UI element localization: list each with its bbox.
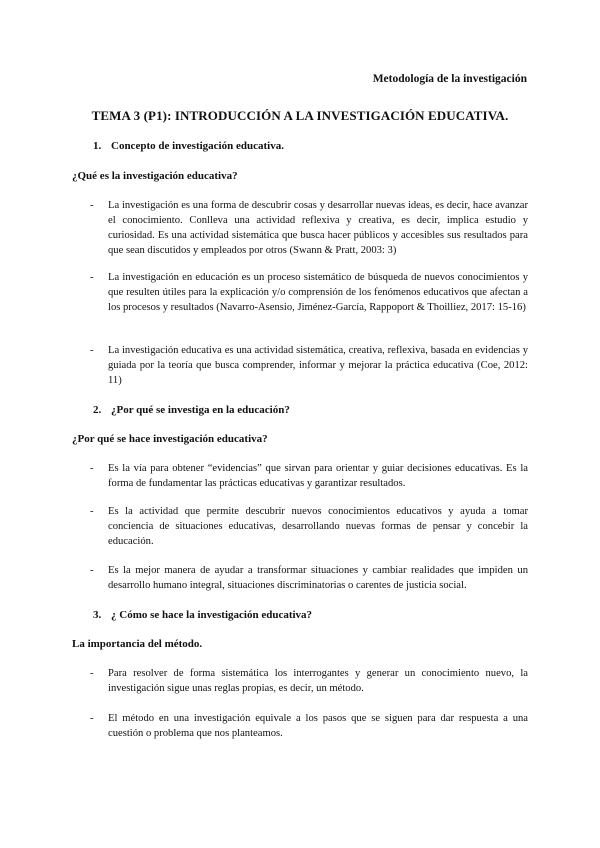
list-item-text: Es la mejor manera de ayudar a transformar situaciones y cambiar realidades que impiden un desarrollo humano integral, situaciones discriminatorias o carentes de justicia social.	[108, 565, 528, 591]
section-number: 1.	[93, 140, 102, 152]
list-item	[90, 504, 528, 549]
bullet-dash: -	[90, 272, 94, 283]
list-item	[90, 461, 528, 491]
bullet-dash: -	[90, 713, 94, 724]
list-item-text: La investigación educativa es una actividad sistemática, creativa, reflexiva, basada en evidencias y guiada por la teoría que busca comprender, informar y mejorar la práctica educativa (Coe, 2012: 11)	[108, 345, 528, 386]
list-item-text: La investigación es una forma de descubrir cosas y desarrollar nuevas ideas, es decir, hace avanzar el conocimiento. Conlleva una actividad reflexiva y creativa, es decir, implica estudio y curiosidad. Es una actividad sistemática que busca hacer públicos y accesibles sus resultados para que sean discutidos y empleados por otros (Swann & Pratt, 2003: 3)	[108, 200, 528, 256]
list-item-text: La investigación en educación es un proceso sistemático de búsqueda de nuevos conocimientos y que resulten útiles para la explicación y/o comprensión de los fenómenos educativos que afectan a los procesos y resultados (Navarro-Asensio, Jiménez-García, Rappoport & Thoilliez, 2017: 15-16)	[108, 272, 528, 313]
bullet-dash: -	[90, 668, 94, 679]
section-number: 2.	[93, 404, 102, 416]
section-heading-2	[93, 403, 290, 418]
bullet-dash: -	[90, 506, 94, 517]
list-item	[90, 711, 528, 741]
section-title: ¿Por qué se investiga en la educación?	[111, 404, 290, 416]
list-item	[90, 666, 528, 696]
section-number: 3.	[93, 609, 102, 621]
document-title: TEMA 3 (P1): INTRODUCCIÓN A LA INVESTIGACIÓN EDUCATIVA.	[91, 108, 509, 123]
list-item	[90, 343, 528, 388]
section-title: ¿ Cómo se hace la investigación educativa?	[111, 609, 313, 621]
subheading-3: La importancia del método.	[72, 638, 203, 650]
list-item-text: Es la actividad que permite descubrir nuevos conocimientos educativos y ayuda a tomar conciencia de situaciones educativas, desarrollando nuevas formas de pensar y concebir la educación.	[108, 506, 528, 547]
list-item	[90, 198, 528, 258]
subheading-2: ¿Por qué se hace investigación educativa?	[72, 433, 268, 445]
list-item-text: Es la vía para obtener “evidencias” que sirvan para orientar y guiar decisiones educativas. Es la forma de fundamentar las prácticas educativas y garantizar resultados.	[108, 463, 528, 489]
bullet-dash: -	[90, 463, 94, 474]
section-heading-3	[93, 608, 312, 623]
list-item	[90, 270, 528, 315]
list-item	[90, 563, 528, 593]
subheading-1: ¿Qué es la investigación educativa?	[72, 170, 238, 182]
running-header: Metodología de la investigación	[372, 73, 527, 85]
list-item-text: El método en una investigación equivale a los pasos que se siguen para dar respuesta a una cuestión o problema que nos planteamos.	[108, 713, 528, 739]
list-item-text: Para resolver de forma sistemática los interrogantes y generar un conocimiento nuevo, la investigación sigue unas reglas propias, es decir, un método.	[108, 668, 528, 694]
section-title: Concepto de investigación educativa.	[111, 140, 284, 152]
bullet-dash: -	[90, 345, 94, 356]
section-heading-1	[93, 139, 284, 154]
bullet-dash: -	[90, 200, 94, 211]
bullet-dash: -	[90, 565, 94, 576]
